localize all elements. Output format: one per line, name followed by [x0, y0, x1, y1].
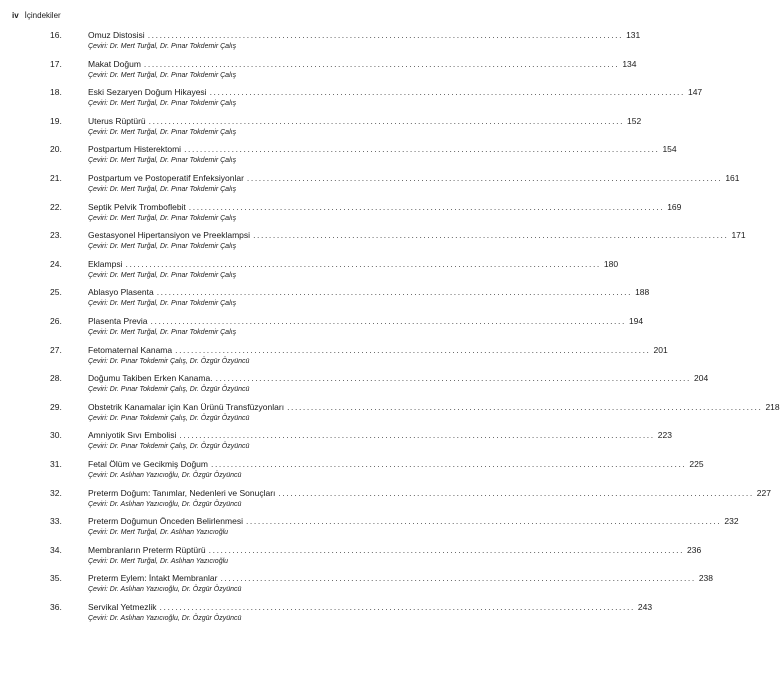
section-title: İçindekiler	[24, 11, 61, 20]
chapter-title: Preterm Eylem: İntakt Membranlar	[88, 573, 218, 584]
toc-entry	[0, 458, 704, 488]
dot-leader: ........................................................................................................................	[156, 287, 633, 298]
chapter-title: Postpartum Histerektomi	[88, 144, 182, 155]
translator-credit: Çeviri: Dr. Mert Turğal, Dr. Pınar Tokdemir Çalış	[88, 185, 237, 193]
toc-entry	[0, 344, 668, 374]
chapter-number: 16.	[50, 30, 62, 40]
page-reference: 188	[635, 287, 650, 298]
chapter-number: 22.	[50, 201, 62, 212]
translator-credit: Çeviri: Dr. Pınar Tokdemir Çalış, Dr. Özgür Özyüncü	[88, 443, 250, 451]
page-reference: 243	[637, 601, 653, 612]
chapter-line	[88, 115, 642, 127]
chapter-number: 25.	[50, 287, 62, 298]
dot-leader: ........................................................................................................................	[215, 373, 691, 384]
chapter-number: 24.	[50, 258, 62, 269]
page-reference: 154	[662, 144, 677, 155]
dot-leader: ........................................................................................................................	[148, 115, 625, 126]
translator-credit: Çeviri: Dr. Mert Turğal, Dr. Pınar Tokdemir Çalış	[88, 43, 237, 50]
dot-leader: ........................................................................................................................	[209, 87, 685, 98]
page-reference: 225	[689, 458, 704, 469]
page-reference: 223	[657, 430, 672, 441]
chapter-title: Doğumu Takiben Erken Kanama.	[88, 373, 213, 384]
chapter-number: 20.	[50, 144, 62, 155]
chapter-line	[88, 201, 682, 213]
translator-credit: Çeviri: Dr. Mert Turğal, Dr. Pınar Tokdemir Çalış	[88, 243, 237, 251]
dot-leader: ........................................................................................................................	[175, 344, 651, 355]
translator-credit: Çeviri: Dr. Mert Turğal, Dr. Aslıhan Yazıcıoğlu	[88, 557, 229, 565]
chapter-number: 19.	[50, 115, 62, 126]
translator-credit: Çeviri: Dr. Aslıhan Yazıcıoğlu, Dr. Özgür Özyüncü	[88, 500, 242, 508]
translator-credit: Çeviri: Dr. Pınar Tokdemir Çalış, Dr. Özgür Özyüncü	[88, 386, 250, 394]
chapter-line	[88, 87, 703, 98]
chapter-line	[88, 544, 702, 556]
page-reference: 238	[698, 573, 714, 584]
translator-credit: Çeviri: Dr. Mert Turğal, Dr. Pınar Tokdemir Çalış	[88, 128, 237, 136]
chapter-line	[88, 230, 746, 241]
toc-entry	[0, 430, 672, 459]
chapter-title: Fetal Ölüm ve Gecikmiş Doğum	[88, 458, 208, 469]
page-reference: 204	[693, 373, 709, 384]
dot-leader: ........................................................................................................................	[150, 315, 626, 326]
chapter-line	[88, 373, 709, 384]
toc-entry	[0, 30, 641, 59]
toc-entry	[0, 315, 644, 345]
chapter-number: 21.	[50, 172, 62, 183]
chapter-number: 28.	[50, 373, 62, 384]
chapter-line	[88, 601, 653, 613]
translator-credit: Çeviri: Dr. Mert Turğal, Dr. Pınar Tokdemir Çalış	[88, 71, 237, 79]
dot-leader: ........................................................................................................................	[159, 601, 635, 612]
translator-credit: Çeviri: Dr. Mert Turğal, Dr. Pınar Tokdemir Çalış	[88, 214, 237, 222]
page-reference: 232	[724, 516, 739, 527]
dot-leader: ........................................................................................................................	[210, 458, 687, 469]
chapter-title: Obstetrik Kanamalar için Kan Ürünü Transfüzyonları	[88, 401, 285, 412]
chapter-line	[88, 58, 637, 70]
chapter-number: 36.	[50, 601, 62, 612]
chapter-title: Makat Doğum	[88, 58, 141, 69]
dot-leader: ........................................................................................................................	[245, 516, 722, 527]
dot-leader: ........................................................................................................................	[208, 544, 685, 555]
translator-credit: Çeviri: Dr. Pınar Tokdemir Çalış, Dr. Özgür Özyüncü	[88, 414, 250, 422]
chapter-title: Servikal Yetmezlik	[88, 601, 157, 612]
chapter-line	[88, 287, 650, 298]
toc-entry	[0, 144, 677, 173]
toc-entry	[0, 115, 642, 145]
toc-entry	[0, 487, 771, 517]
chapter-line	[88, 430, 672, 441]
toc-entry	[0, 573, 714, 602]
page-reference: 131	[626, 30, 641, 40]
chapter-number: 23.	[50, 230, 62, 241]
toc-entry	[0, 58, 637, 88]
chapter-line	[88, 516, 739, 527]
dot-leader: ........................................................................................................................	[220, 573, 696, 584]
chapter-title: Membranların Preterm Rüptürü	[88, 544, 206, 555]
chapter-line	[88, 401, 780, 413]
chapter-line	[88, 144, 677, 155]
page-reference: 180	[603, 258, 619, 269]
toc-entry	[0, 601, 653, 631]
chapter-title: Amniyotik Sıvı Embolisi	[88, 430, 177, 441]
dot-leader: ........................................................................................................................	[278, 487, 754, 498]
chapter-title: Preterm Doğum: Tanımlar, Nedenleri ve Sonuçları	[88, 487, 276, 498]
page-number: iv	[12, 11, 19, 20]
chapter-number: 33.	[50, 516, 62, 527]
translator-credit: Çeviri: Dr. Mert Turğal, Dr. Pınar Tokdemir Çalış	[88, 328, 237, 336]
toc-entry	[0, 401, 780, 431]
chapter-number: 35.	[50, 573, 62, 584]
toc-entry	[0, 87, 703, 116]
page-reference: 169	[667, 201, 682, 212]
table-of-contents	[0, 30, 780, 630]
chapter-title: Eski Sezaryen Doğum Hikayesi	[88, 87, 207, 98]
translator-credit: Çeviri: Dr. Aslıhan Yazıcıoğlu, Dr. Özgür Özyüncü	[88, 614, 242, 622]
toc-entry	[0, 201, 682, 231]
chapter-number: 32.	[50, 487, 62, 498]
page-reference: 161	[725, 172, 740, 183]
dot-leader: ........................................................................................................................	[188, 201, 665, 212]
chapter-title: Postpartum ve Postoperatif Enfeksiyonlar	[88, 172, 244, 183]
chapter-number: 18.	[50, 87, 62, 98]
toc-entry	[0, 516, 739, 545]
translator-credit: Çeviri: Dr. Aslıhan Yazıcıoğlu, Dr. Özgür Özyüncü	[88, 471, 242, 479]
chapter-number: 29.	[50, 401, 62, 412]
chapter-line	[88, 458, 704, 470]
page-reference: 147	[687, 87, 703, 98]
toc-entry	[0, 373, 709, 402]
toc-entry	[0, 172, 740, 202]
chapter-number: 30.	[50, 430, 62, 441]
page-reference: 236	[687, 544, 702, 555]
chapter-number: 34.	[50, 544, 62, 555]
translator-credit: Çeviri: Dr. Mert Turğal, Dr. Pınar Tokdemir Çalış	[88, 271, 237, 279]
chapter-title: Uterus Rüptürü	[88, 115, 146, 126]
page-reference: 218	[765, 401, 780, 412]
chapter-line	[88, 30, 641, 41]
chapter-title: Ablasyo Plasenta	[88, 287, 154, 298]
chapter-line	[88, 573, 714, 584]
dot-leader: ........................................................................................................................	[147, 30, 624, 40]
toc-entry	[0, 287, 650, 316]
translator-credit: Çeviri: Dr. Pınar Tokdemir Çalış, Dr. Özgür Özyüncü	[88, 357, 250, 365]
translator-credit: Çeviri: Dr. Mert Turğal, Dr. Aslıhan Yazıcıoğlu	[88, 529, 229, 537]
chapter-line	[88, 258, 619, 270]
toc-entry	[0, 544, 702, 574]
dot-leader: ........................................................................................................................	[184, 144, 660, 155]
dot-leader: ........................................................................................................................	[179, 430, 655, 441]
chapter-title: Fetomaternal Kanama	[88, 344, 173, 355]
page-reference: 201	[653, 344, 668, 355]
chapter-number: 31.	[50, 458, 62, 469]
page-reference: 134	[622, 58, 637, 69]
dot-leader: ........................................................................................................................	[253, 230, 729, 241]
chapter-number: 26.	[50, 315, 62, 326]
page-reference: 194	[628, 315, 644, 326]
chapter-title: Omuz Distosisi	[88, 30, 145, 40]
chapter-number: 27.	[50, 344, 62, 355]
chapter-line	[88, 172, 740, 184]
running-header	[12, 11, 61, 21]
chapter-line	[88, 315, 644, 327]
toc-entry	[0, 258, 619, 288]
translator-credit: Çeviri: Dr. Mert Turğal, Dr. Pınar Tokdemir Çalış	[88, 100, 237, 108]
dot-leader: ........................................................................................................................	[287, 401, 763, 412]
chapter-line	[88, 344, 668, 356]
chapter-line	[88, 487, 771, 499]
chapter-title: Preterm Doğumun Önceden Belirlenmesi	[88, 516, 243, 527]
chapter-title: Eklampsi	[88, 258, 123, 269]
chapter-number: 17.	[50, 58, 62, 69]
translator-credit: Çeviri: Dr. Mert Turğal, Dr. Pınar Tokdemir Çalış	[88, 300, 237, 308]
page-reference: 227	[756, 487, 771, 498]
chapter-title: Septik Pelvik Tromboflebit	[88, 201, 186, 212]
chapter-title: Plasenta Previa	[88, 315, 148, 326]
dot-leader: ........................................................................................................................	[246, 172, 723, 183]
translator-credit: Çeviri: Dr. Mert Turğal, Dr. Pınar Tokdemir Çalış	[88, 157, 237, 165]
translator-credit: Çeviri: Dr. Aslıhan Yazıcıoğlu, Dr. Özgür Özyüncü	[88, 586, 242, 594]
dot-leader: ........................................................................................................................	[125, 258, 601, 269]
chapter-title: Gestasyonel Hipertansiyon ve Preeklampsi	[88, 230, 251, 241]
dot-leader: ........................................................................................................................	[143, 58, 620, 69]
toc-entry	[0, 230, 746, 259]
page-reference: 171	[731, 230, 746, 241]
page-reference: 152	[627, 115, 642, 126]
